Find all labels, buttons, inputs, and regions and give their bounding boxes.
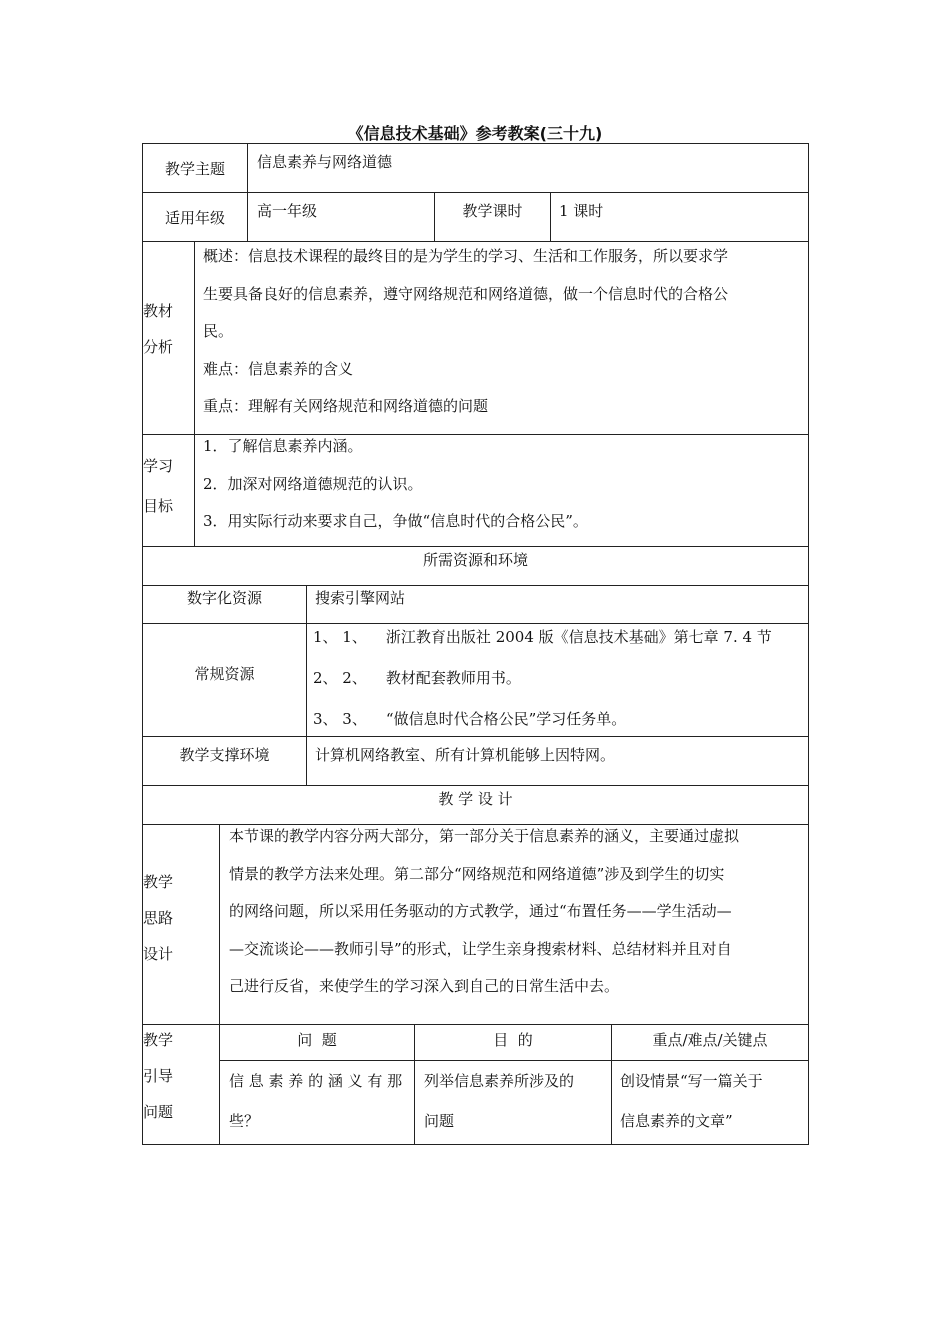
col-divider [219,824,220,1145]
analysis-text: 概述：信息技术课程的最终目的是为学生的学习、生活和工作服务，所以要求学 生要具备良好的信息素养，遵守网络规范和网络道德，做一个信息时代的合格公 民。 难点：信息素养的含义 重点：理解有关网络规范和网络道德的问题 [203,238,803,426]
col-divider [194,241,195,547]
column-header-question: 问 题 [297,1031,337,1049]
column-header-key-points: 重点/难点/关键点 [652,1031,768,1049]
design-header: 教 学 设 计 [438,790,513,808]
theme-label: 教学主题 [164,160,225,178]
resources-header: 所需资源和环境 [422,551,528,569]
key-point-line: 重点：理解有关网络规范和网络道德的问题 [203,397,489,415]
resource-item: 1、 1、 浙江教育出版社 2004 版《信息技术基础》第七章 7. 4 节 [313,628,772,646]
regular-resources-list [313,617,772,740]
objectives-label: 学习 目标 [143,457,174,515]
environment-label: 教学支撑环境 [179,746,270,764]
theme-value: 信息素养与网络道德 [257,153,393,171]
guide-label: 教学 引导 问题 [143,1031,174,1121]
resource-item: 3、 3、 “做信息时代合格公民”学习任务单。 [313,710,627,728]
objective-item: 3．用实际行动来要求自己，争做“信息时代的合格公民”。 [203,512,588,530]
document-title: 《信息技术基础》参考教案(三十九) [347,124,603,143]
table-top-border [142,143,809,144]
difficulty-line: 难点：信息素养的含义 [203,359,354,378]
col-divider [306,585,307,786]
objectives-list [203,428,803,541]
question-cell: 信 息 素 养 的 涵 义 有 那 些？ [229,1072,403,1130]
purpose-cell: 列举信息素养所涉及的 问题 [424,1072,575,1130]
hours-label: 教学课时 [462,202,523,220]
digital-resources-value: 搜索引擎网站 [315,589,406,607]
regular-resources-label: 常规资源 [194,665,255,683]
objective-item: 2．加深对网络道德规范的认识。 [203,474,423,493]
hours-value: 1 课时 [559,202,604,220]
key-points-cell: 创设情景“写一篇关于 信息素养的文章” [620,1072,763,1130]
col-divider [550,192,551,242]
objective-item: 1．了解信息素养内涵。 [203,437,363,455]
table-bottom-border [142,1144,809,1145]
analysis-label: 教材 分析 [143,302,174,356]
col-divider [247,143,248,242]
environment-value: 计算机网络教室、所有计算机能够上因特网。 [315,746,616,764]
digital-resources-label: 数字化资源 [186,589,262,607]
table-right-border [808,143,809,1145]
grade-value: 高一年级 [257,202,318,220]
grade-label: 适用年级 [164,209,225,227]
resource-item: 2、 2、 教材配套教师用书。 [313,669,521,687]
column-header-purpose: 目 的 [493,1031,533,1049]
idea-text: 本节课的教学内容分两大部分，第一部分关于信息素养的涵义，主要通过虚拟 情景的教学方法来处理。第二部分“网络规范和网络道德”涉及到学生的切实 的网络问题，所以采用任务驱动的方式教学，通过“布置任务——学生活动— —交流谈论——教师引导”的形式，让学生亲身搜索材料、总结材料并且对自 己进行反省，来使学生的学习深入到自己的日常生活中去。 [229,827,740,995]
idea-label: 教学 思路 设计 [143,873,174,963]
